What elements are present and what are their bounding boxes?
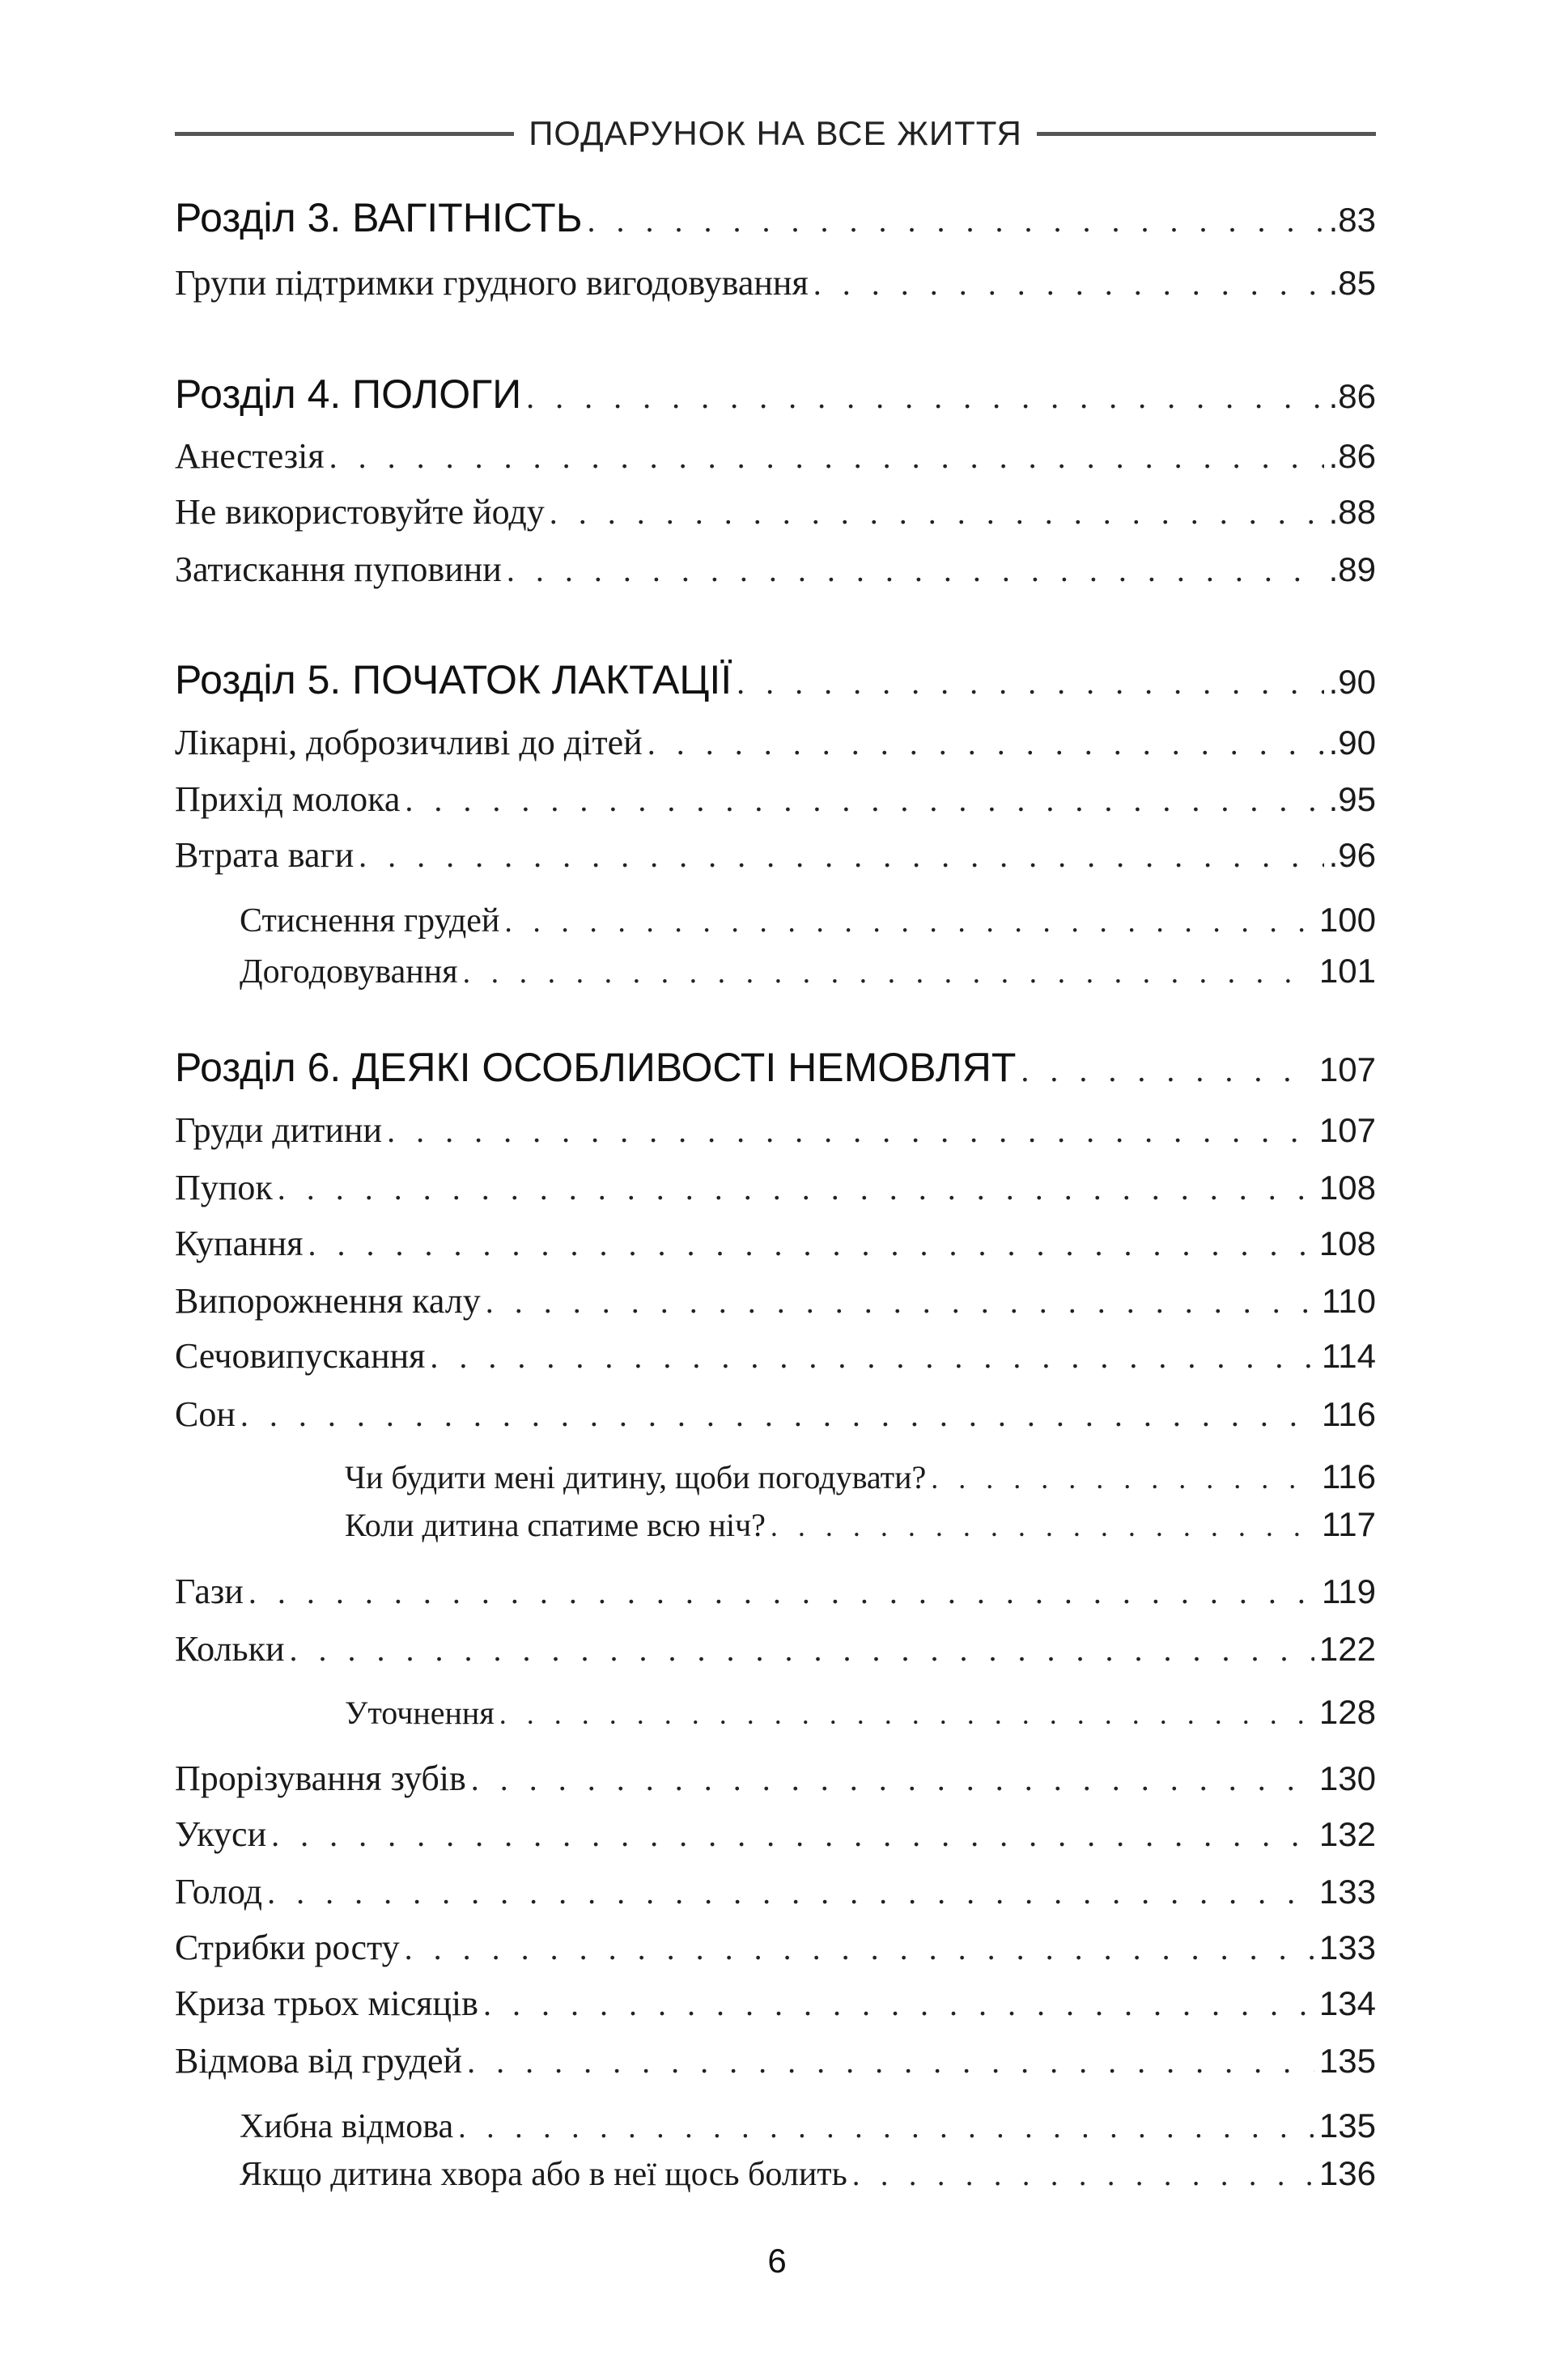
toc-chapter-4 [175,371,1376,419]
dot-leader [737,664,1323,702]
header-rule-left [175,132,514,136]
toc-entry-title: Гази [175,1572,244,1611]
toc-chapter-6 [175,1044,1376,1092]
dot-leader [550,494,1324,532]
toc-entry-title: Групи підтримки грудного вигодовування [175,263,809,303]
toc-entry-title: Не використовуйте йоду [175,492,545,532]
toc-page-number: 107 [1318,1111,1376,1149]
toc-entry-title: Сон [175,1394,236,1434]
toc-entry [175,435,1376,484]
dot-leader [507,551,1324,589]
toc-page-number: 128 [1318,1693,1376,1731]
dot-leader [526,378,1323,416]
toc-entry [175,778,1376,827]
running-title: ПОДАРУНОК НА ВСЕ ЖИТТЯ [529,114,1022,152]
toc-entry [175,1871,1376,1920]
toc-entry-title: Втрата ваги [175,835,355,875]
toc-subentry [345,1693,1376,1742]
toc-page-number: 116 [1322,1457,1376,1495]
toc-entry [175,1394,1376,1442]
toc-entry [175,1758,1376,1806]
dot-leader [278,1169,1314,1207]
toc-entry-title: Купання [175,1224,304,1263]
toc-entry-title: Розділ 6. ДЕЯКІ ОСОБЛИВОСТІ НЕМОВЛЯТ [175,1045,1017,1090]
toc-entry-title: Затискання пуповини [175,549,502,589]
toc-page-number: 110 [1322,1282,1376,1320]
toc-entry-title: Розділ 4. ПОЛОГИ [175,371,522,417]
dot-leader [359,837,1323,875]
toc-entry [175,1571,1376,1619]
toc-entry-title: Випорожнення калу [175,1281,481,1321]
toc-subentry [240,2154,1376,2203]
toc-page-number: .86 [1328,437,1376,475]
page-number: 6 [767,2242,787,2280]
toc-entry-title: Сечовипускання [175,1336,426,1376]
toc-entry-title: Уточнення [345,1695,495,1731]
dot-leader [405,781,1323,819]
toc-entry [175,834,1376,883]
toc-entry-title: Кольки [175,1629,285,1669]
toc-subentry [345,1505,1376,1554]
toc-entry-title: Розділ 5. ПОЧАТОК ЛАКТАЦІЇ [175,657,732,702]
toc-entry-title: Чи будити мені дитину, щоби погодувати? [345,1459,927,1495]
toc-page-number: 100 [1318,901,1376,939]
toc-entry [175,2040,1376,2089]
toc-entry [175,1927,1376,1975]
toc-entry-title: Прорізування зубів [175,1758,466,1798]
dot-leader [290,1631,1314,1669]
toc-page-number: .85 [1328,264,1376,302]
toc-subentry [240,952,1376,1000]
toc-entry-title: Укуси [175,1814,267,1854]
toc-page-number: .96 [1328,836,1376,874]
toc-page-number: .89 [1328,550,1376,588]
toc-entry-title: Стрибки росту [175,1928,400,1967]
toc-entry [175,1814,1376,1862]
toc-entry [175,262,1376,311]
dot-leader [483,1985,1314,2023]
toc-page-number: 117 [1322,1505,1376,1543]
toc-page-number: 108 [1318,1169,1376,1207]
dot-leader [588,202,1324,240]
toc-subentry [240,2106,1376,2155]
toc-page-number: 135 [1318,2042,1376,2080]
toc-page-number: 136 [1318,2154,1376,2192]
toc-page-number: .90 [1328,723,1376,762]
dot-leader [499,1697,1314,1731]
header-rule-right [1037,132,1376,136]
toc-entry [175,1335,1376,1384]
dot-leader [458,2110,1314,2145]
toc-entry-title: Лікарні, доброзичливі до дітей [175,723,643,762]
dot-leader [1021,1051,1314,1089]
toc-entry [175,491,1376,540]
toc-page-number: 108 [1318,1224,1376,1262]
toc-chapter-5 [175,656,1376,705]
dot-leader [329,438,1324,476]
dot-leader [248,1573,1317,1611]
dot-leader [430,1338,1317,1376]
toc-page-number: 101 [1318,952,1376,990]
dot-leader [308,1225,1314,1263]
toc-page-number: 130 [1318,1759,1376,1797]
dot-leader [931,1462,1317,1495]
toc-page-number: .88 [1328,493,1376,531]
toc-entry [175,1167,1376,1215]
toc-entry-title: Догодовування [240,953,458,991]
toc-page-number: 133 [1318,1928,1376,1966]
toc-entry [175,1280,1376,1329]
toc-entry-title: Якщо дитина хвора або в неї щось болить [240,2156,847,2193]
dot-leader [267,1873,1314,1911]
running-header [175,113,1376,154]
toc-page-number: .86 [1328,377,1376,415]
toc-page-number: 114 [1322,1337,1376,1375]
dot-leader [405,1929,1314,1967]
toc-entry-title: Розділ 3. ВАГІТНІСТЬ [175,195,583,240]
dot-leader [771,1509,1317,1543]
toc-entry [175,1628,1376,1677]
toc-entry [175,722,1376,770]
dot-leader [504,904,1314,940]
dot-leader [240,1396,1317,1434]
toc-entry [175,1109,1376,1158]
toc-page-number: .90 [1328,663,1376,701]
toc-page-number: .95 [1328,780,1376,818]
dot-leader [271,1816,1314,1854]
toc-entry-title: Пупок [175,1168,273,1207]
toc-subentry [240,901,1376,949]
toc-entry-title: Голод [175,1872,263,1911]
dot-leader [852,2157,1314,2193]
toc-entry-title: Стиснення грудей [240,902,500,940]
toc-page-number: 132 [1318,1815,1376,1853]
toc-entry-title: Прихід молока [175,779,401,819]
toc-page-number: 134 [1318,1984,1376,2022]
toc-page-number: 122 [1318,1630,1376,1668]
toc-entry-title: Хибна відмова [240,2108,454,2145]
toc-page-number: .83 [1328,201,1376,239]
toc-page-number: 107 [1318,1050,1376,1088]
toc-subentry [345,1457,1376,1506]
dot-leader [486,1283,1317,1321]
toc-entry-title: Анестезія [175,436,325,476]
toc-page-number: 135 [1318,2106,1376,2145]
toc-entry-title: Відмова від грудей [175,2041,463,2081]
dot-leader [467,2043,1314,2081]
toc-entry [175,549,1376,597]
toc-entry-title: Груди дитини [175,1110,383,1150]
toc-chapter-3 [175,194,1376,243]
dot-leader [471,1760,1314,1798]
toc-entry [175,1223,1376,1271]
toc-page-number: 133 [1318,1873,1376,1911]
toc-entry-title: Криза трьох місяців [175,1983,478,2023]
toc-entry [175,1983,1376,2031]
dot-leader [648,724,1324,762]
dot-leader [387,1112,1314,1150]
dot-leader [463,955,1314,991]
toc-page-number: 119 [1322,1572,1376,1610]
dot-leader [813,265,1324,303]
toc-entry-title: Коли дитина спатиме всю ніч? [345,1507,766,1543]
toc-page-number: 116 [1322,1395,1376,1433]
